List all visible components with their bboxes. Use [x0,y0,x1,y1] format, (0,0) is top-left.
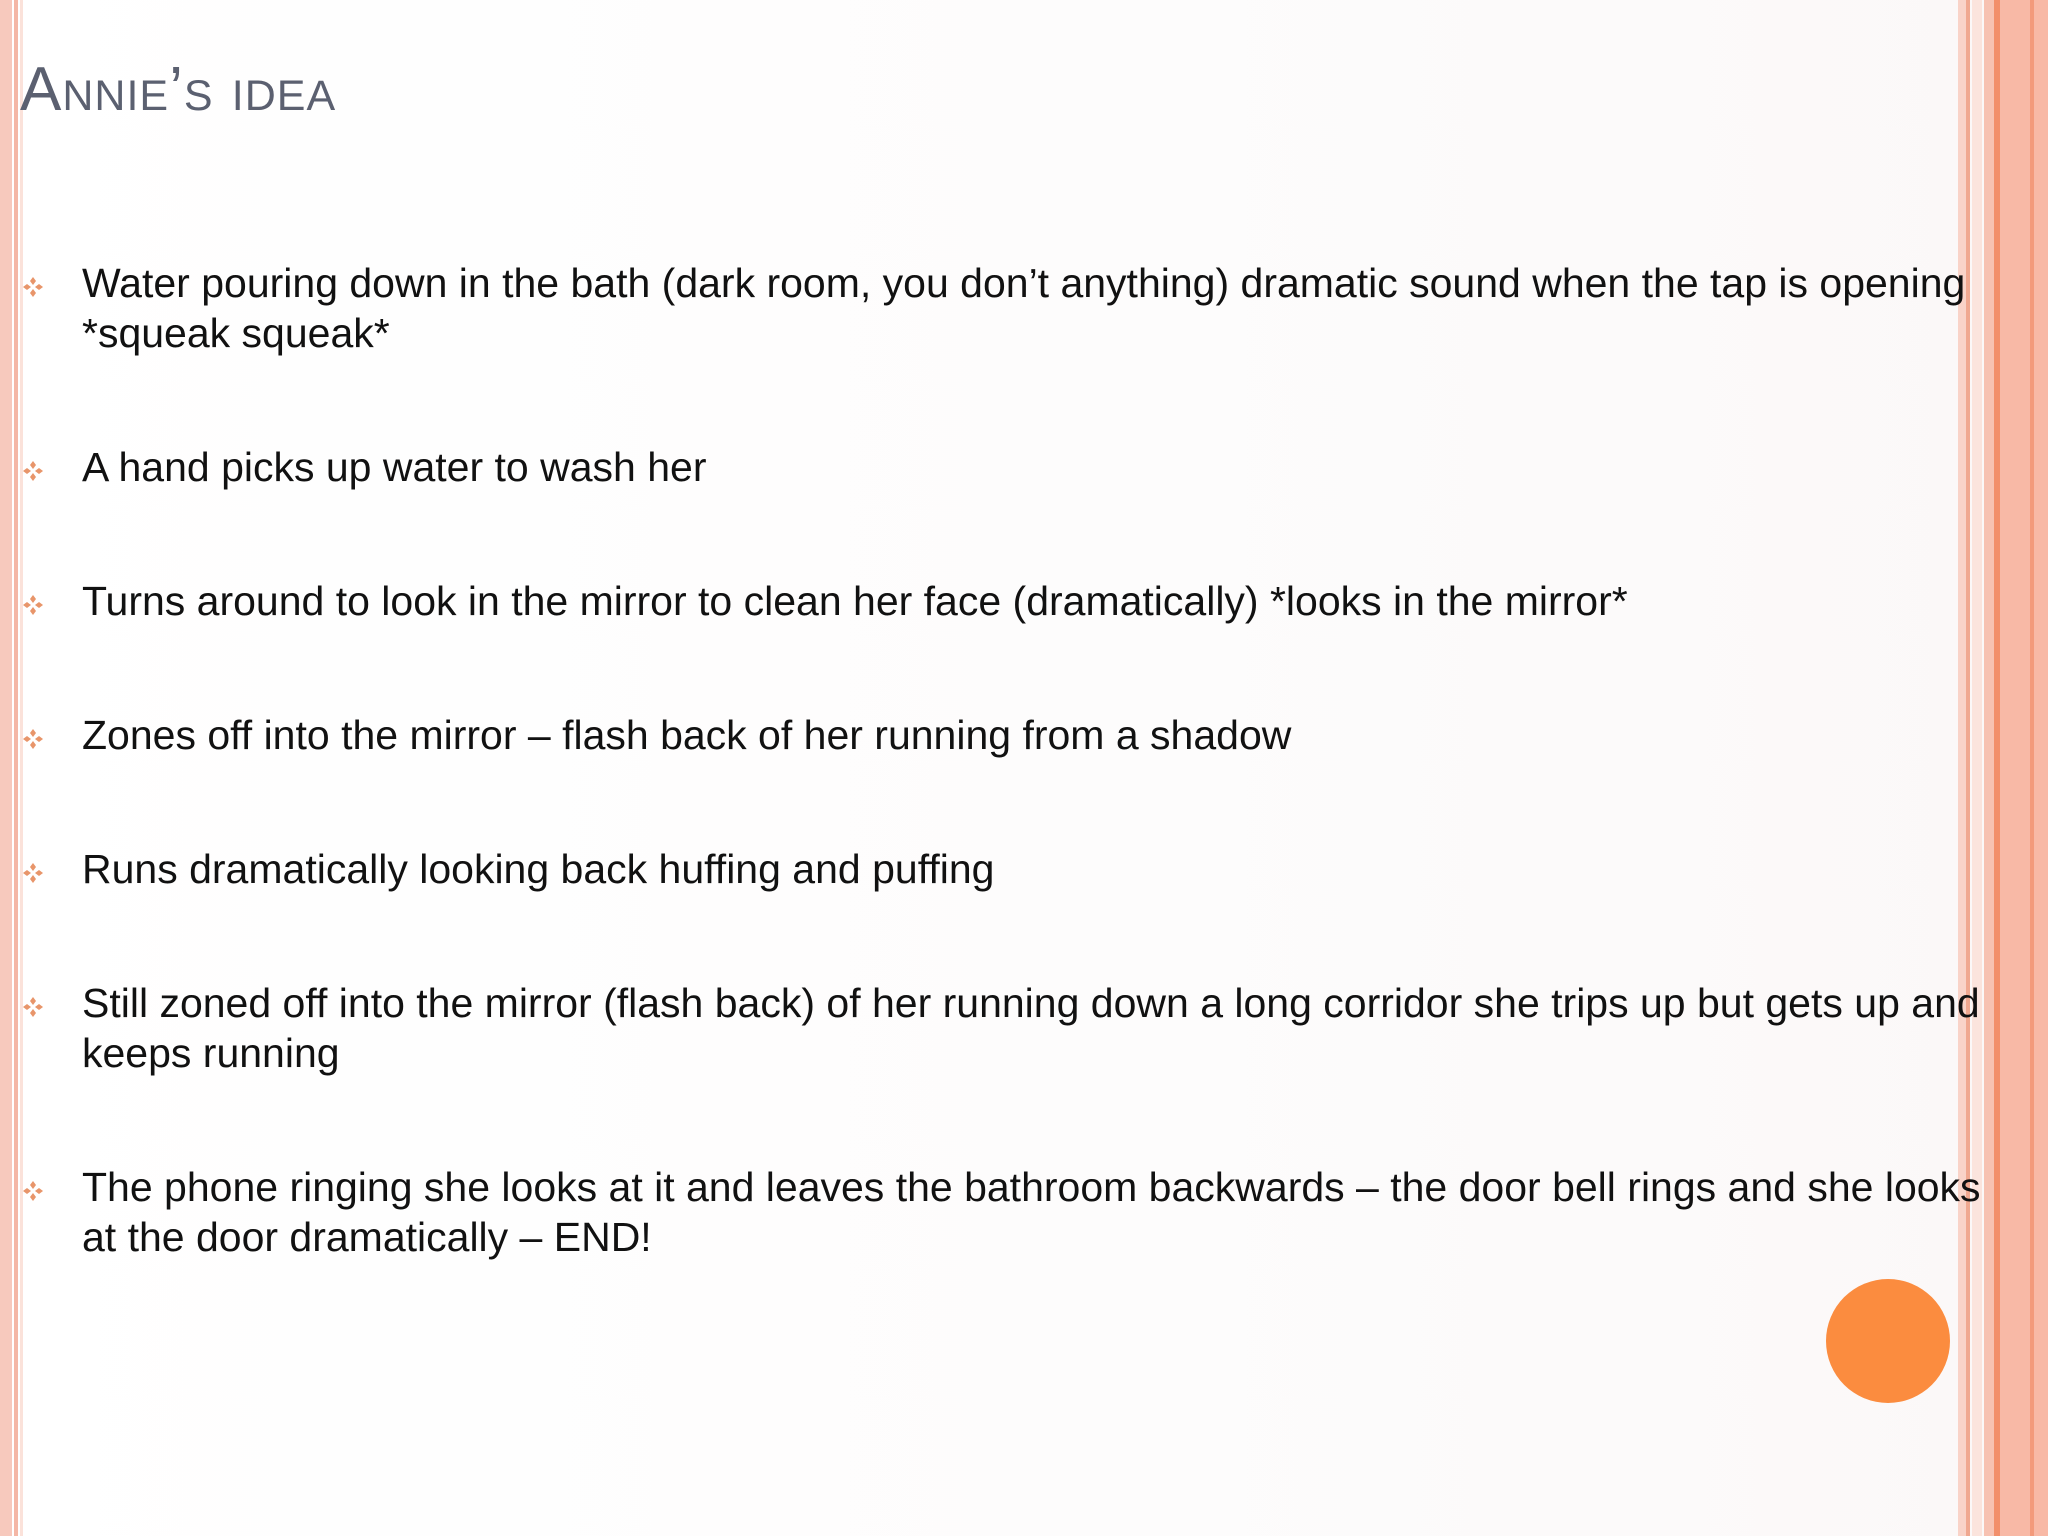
bullet-text: Zones off into the mirror – flash back of her running from a shadow [82,712,1292,758]
list-item [22,844,2002,894]
list-item [22,1162,2002,1262]
right-border-strip [2030,0,2034,1536]
bullet-text: The phone ringing she looks at it and leaves the bathroom backwards – the door bell rings and she looks at the door dramatically – END! [82,1164,1981,1260]
left-border-strip [0,0,12,1536]
list-item [22,978,2002,1078]
left-border-strip [14,0,18,1536]
bullet-text: Turns around to look in the mirror to clean her face (dramatically) *looks in the mirror* [82,578,1628,624]
four-diamond-bullet-icon [22,996,44,1018]
four-diamond-bullet-icon [22,460,44,482]
bullet-text: Still zoned off into the mirror (flash back) of her running down a long corridor she trips up but gets up and keeps running [82,980,1980,1076]
four-diamond-bullet-icon [22,728,44,750]
bullet-text: A hand picks up water to wash her [82,444,707,490]
bullet-list [22,258,2002,1346]
four-diamond-bullet-icon [22,594,44,616]
four-diamond-bullet-icon [22,1180,44,1202]
slide-title: Annie’s idea [20,55,337,124]
bullet-text: Water pouring down in the bath (dark room, you don’t anything) dramatic sound when the tap is opening *squeak squeak* [82,260,1966,356]
list-item [22,442,2002,492]
four-diamond-bullet-icon [22,862,44,884]
right-border-strip [2000,0,2048,1536]
list-item [22,576,2002,626]
four-diamond-bullet-icon [22,276,44,298]
orange-accent-circle [1826,1279,1950,1403]
list-item [22,258,2002,358]
list-item [22,710,2002,760]
bullet-text: Runs dramatically looking back huffing and puffing [82,846,995,892]
